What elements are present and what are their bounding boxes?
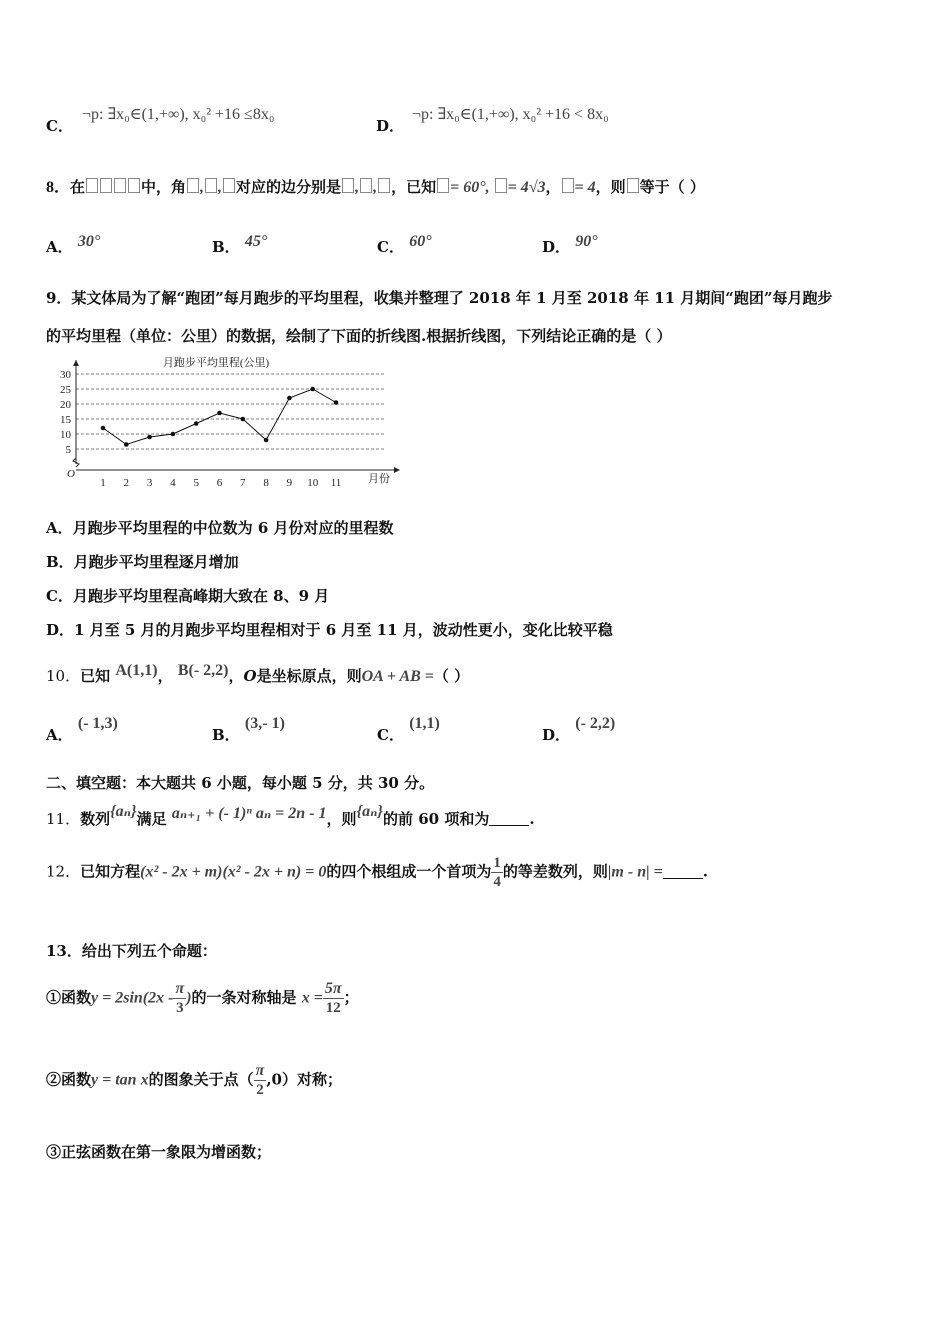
x-tick-label: 10 bbox=[307, 477, 319, 489]
q8-option-b: B． 45° bbox=[212, 233, 268, 256]
question-8-stem: 8．在 中，角 , , 对应的边分别是 , , ，已知 = 60°, = 4√3， = 4，则 等于（ ） bbox=[46, 178, 705, 196]
question-9-line1: 9．某文体局为了解“跑团”每月跑步的平均里程，收集并整理了 2018 年 1 月至 2018 年 11 月期间“跑团”每月跑步 bbox=[46, 289, 833, 307]
data-point bbox=[287, 396, 292, 401]
data-point bbox=[310, 387, 315, 392]
q8-option-d: D． 90° bbox=[542, 233, 598, 256]
q8-option-a: A． 30° bbox=[46, 233, 101, 256]
x-tick-label: 5 bbox=[193, 477, 199, 489]
q9-option-c: C．月跑步平均里程高峰期大致在 8、9 月 bbox=[46, 587, 330, 605]
x-tick-label: 2 bbox=[123, 477, 130, 489]
x-axis-arrow bbox=[394, 467, 400, 473]
data-point bbox=[194, 421, 199, 426]
q13-proposition-2: ②函数y = tan x的图象关于点（ $\frac{\pi}{2}$ ,0）对称； bbox=[46, 1062, 342, 1098]
q7-option-c-label: C． bbox=[46, 117, 73, 135]
y-tick-label: 25 bbox=[60, 384, 71, 396]
data-point bbox=[124, 442, 129, 447]
x-tick-label: 6 bbox=[216, 477, 223, 489]
line-chart bbox=[46, 350, 406, 490]
question-9-line2: 的平均里程（单位：公里）的数据，绘制了下面的折线图.根据折线图，下列结论正确的是（ ） bbox=[46, 327, 672, 345]
y-tick-label: 5 bbox=[65, 444, 71, 456]
question-13-intro: 13．给出下列五个命题： bbox=[46, 942, 217, 960]
y-axis-arrow bbox=[73, 360, 79, 366]
data-point bbox=[101, 426, 106, 431]
q8-option-c: C． 60° bbox=[377, 233, 432, 256]
answer-blank bbox=[663, 864, 703, 879]
fraction-one-quarter: $\frac{1}{4}$ bbox=[493, 855, 501, 890]
q10-option-c: C． (1,1) bbox=[377, 715, 440, 744]
q9-option-b: B．月跑步平均里程逐月增加 bbox=[46, 553, 239, 571]
data-point bbox=[334, 400, 339, 405]
q10-option-b: B． (3,- 1) bbox=[212, 715, 285, 744]
data-point bbox=[241, 417, 246, 422]
data-point bbox=[217, 411, 222, 416]
x-tick-label: 8 bbox=[263, 477, 269, 489]
data-point bbox=[171, 432, 176, 437]
question-11: 11．数列{aₙ}满足 aₙ₊₁ + (- 1)ⁿ aₙ = 2n - 1，则{aₙ}的前 60 项和为 . bbox=[46, 803, 535, 828]
placeholder-box bbox=[86, 178, 98, 193]
y-tick-label: 10 bbox=[60, 429, 71, 441]
q7-option-d-label: D． bbox=[376, 117, 405, 135]
y-tick-label: 15 bbox=[60, 414, 71, 426]
x-tick-label: 3 bbox=[146, 477, 153, 489]
q10-option-a: A． (- 1,3) bbox=[46, 715, 118, 744]
y-tick-label: 20 bbox=[60, 399, 71, 411]
chart-axes bbox=[73, 360, 400, 473]
q13-proposition-3: ③正弦函数在第一象限为增函数； bbox=[46, 1143, 272, 1161]
chart-x-axis-label: 月份 bbox=[368, 473, 390, 485]
x-tick-label: 7 bbox=[240, 477, 246, 489]
data-point bbox=[147, 435, 152, 440]
q9-option-d: D．1 月至 5 月的月跑步平均里程相对于 6 月至 11 月，波动性更小，变化比较平稳 bbox=[46, 621, 613, 639]
y-tick-label: 30 bbox=[60, 369, 71, 381]
chart-origin-label: O bbox=[67, 468, 75, 480]
data-point bbox=[264, 438, 269, 443]
q13-proposition-1: ①函数y = 2sin(2x - $\frac{\pi}{3}$ )的一条对称轴是 x = $\frac{5\pi}{12}$ ； bbox=[46, 980, 359, 1016]
x-tick-label: 4 bbox=[170, 477, 176, 489]
answer-blank bbox=[489, 811, 529, 826]
q9-option-a: A．月跑步平均里程的中位数为 6 月份对应的里程数 bbox=[46, 519, 394, 537]
series-line bbox=[103, 389, 336, 445]
q7-option-d-formula: ¬p: ∃x₀∈(1,+∞), x₀² +16 < 8x₀ bbox=[412, 106, 609, 123]
q10-option-d: D． (- 2,2) bbox=[542, 715, 616, 744]
section-2-heading: 二、填空题：本大题共 6 小题，每小题 5 分，共 30 分。 bbox=[46, 774, 435, 792]
question-12: 12．已知方程(x² - 2x + m)(x² - 2x + n) = 0的四个根组成一个首项为 $\frac{1}{4}$ 的等差数列，则|m - n| = . bbox=[46, 855, 708, 890]
x-tick-label: 11 bbox=[330, 477, 342, 489]
question-10-stem: 10．已知 A(1,1)， B(- 2,2)，O是坐标原点，则OA + AB =（ ） bbox=[46, 662, 470, 685]
q7-option-c-formula: ¬p: ∃x₀∈(1,+∞), x₀² +16 ≤8x₀ bbox=[82, 106, 275, 123]
x-tick-label: 1 bbox=[100, 477, 106, 489]
chart-grid bbox=[76, 374, 384, 449]
chart-title: 月跑步平均里程(公里) bbox=[162, 357, 270, 369]
x-tick-label: 9 bbox=[286, 477, 293, 489]
